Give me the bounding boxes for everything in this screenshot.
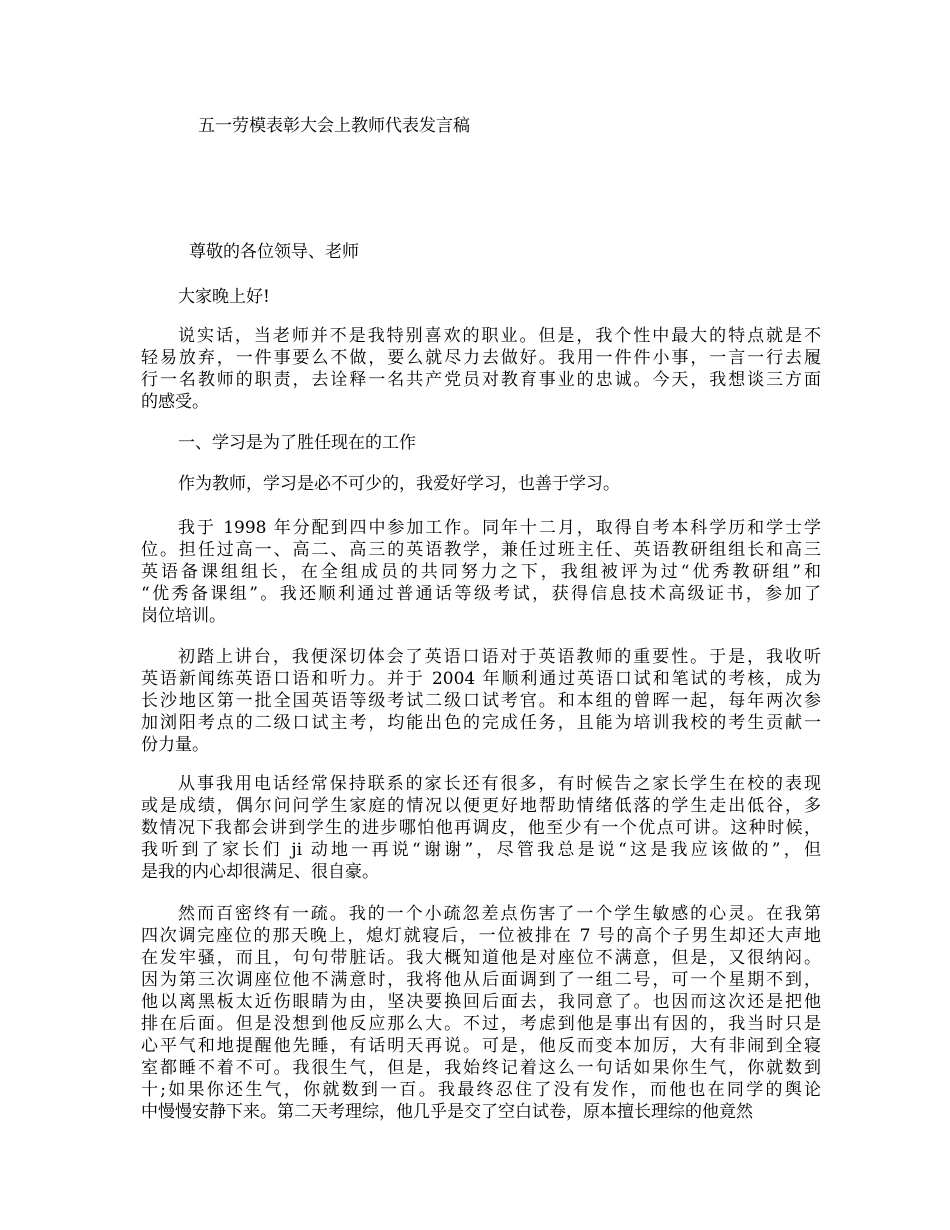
paragraph-line: 我于 1998 年分配到四中参加工作。同年十二月，取得自考本科学历和学士学 [178,518,821,538]
paragraph-line: 我听到了家长们 ji 动地一再说“谢谢”，尽管我总是说“这是我应该做的”，但 [141,840,821,860]
paragraph-line: 或是成绩，偶尔问问学生家庭的情况以便更好地帮助情绪低落的学生走出低谷，多 [141,796,821,816]
paragraph-line: 中慢慢安静下来。第二天考理综，他几乎是交了空白试卷，原本擅长理综的他竟然 [141,1102,753,1122]
paragraph-line: 在发牢骚，而且，句句带脏话。我大概知道他是对座位不满意，但是，又很纳闷。 [141,948,821,968]
paragraph-line: 排在后面。但是没想到他反应那么大。不过，考虑到他是事出有因的，我当时只是 [141,1014,821,1034]
paragraph-line: 初踏上讲台，我便深切体会了英语口语对于英语教师的重要性。于是，我收听 [178,647,821,667]
paragraph-line: 说实话，当老师并不是我特别喜欢的职业。但是，我个性中最大的特点就是不 [178,326,821,346]
paragraph-line: 一、学习是为了胜任现在的工作 [178,433,416,453]
paragraph-line: 四次调完座位的那天晚上，熄灯就寝后，一位被排在 7 号的高个子男生却还大声地 [141,926,821,946]
paragraph-line: 从事我用电话经常保持联系的家长还有很多，有时候告之家长学生在校的表现 [178,774,821,794]
paragraph-line: 位。担任过高一、高二、高三的英语教学，兼任过班主任、英语教研组组长和高三 [141,540,821,560]
paragraph-line: 行一名教师的职责，去诠释一名共产党员对教育事业的忠诚。今天，我想谈三方面 [141,370,821,390]
paragraph-line: “优秀备课组”。我还顺利通过普通话等级考试，获得信息技术高级证书，参加了 [141,584,821,604]
paragraph-line: 英语备课组组长，在全组成员的共同努力之下，我组被评为过“优秀教研组”和 [141,562,821,582]
paragraph-line: 份力量。 [141,735,209,755]
paragraph-line: 十;如果你还生气，你就数到一百。我最终忍住了没有发作，而他也在同学的舆论 [141,1080,821,1100]
paragraph-line: 心平气和地提醒他先睡，有话明天再说。可是，他反而变本加厉，大有非闹到全寝 [141,1036,821,1056]
paragraph-line: 的感受。 [141,392,209,412]
document-title: 五一劳模表彰大会上教师代表发言稿 [198,116,470,136]
paragraph-line: 然而百密终有一疏。我的一个小疏忽差点伤害了一个学生敏感的心灵。在我第 [178,904,821,924]
paragraph-line: 他以离黑板太近伤眼睛为由，坚决要换回后面去，我同意了。也因而这次还是把他 [141,992,821,1012]
paragraph-line: 数情况下我都会讲到学生的进步哪怕他再调皮，他至少有一个优点可讲。这种时候， [141,818,821,838]
paragraph-line: 英语新闻练英语口语和听力。并于 2004 年顺利通过英语口试和笔试的考核，成为 [141,669,821,689]
paragraph-line: 室都睡不着不可。我很生气，但是，我始终记着这么一句话如果你生气，你就数到 [141,1058,821,1078]
paragraph-line: 作为教师，学习是必不可少的，我爱好学习，也善于学习。 [178,474,620,494]
salutation: 尊敬的各位领导、老师 [189,242,359,262]
paragraph-line: 岗位培训。 [141,606,226,626]
paragraph-line: 是我的内心却很满足、很自豪。 [141,862,379,882]
paragraph-line: 轻易放弃，一件事要么不做，要么就尽力去做好。我用一件件小事，一言一行去履 [141,348,821,368]
paragraph-line: 加浏阳考点的二级口试主考，均能出色的完成任务，且能为培训我校的考生贡献一 [141,713,821,733]
greeting: 大家晚上好! [178,287,270,307]
paragraph-line: 因为第三次调座位他不满意时，我将他从后面调到了一组二号，可一个星期不到， [141,970,821,990]
paragraph-line: 长沙地区第一批全国英语等级考试二级口试考官。和本组的曾晖一起，每年两次参 [141,691,821,711]
